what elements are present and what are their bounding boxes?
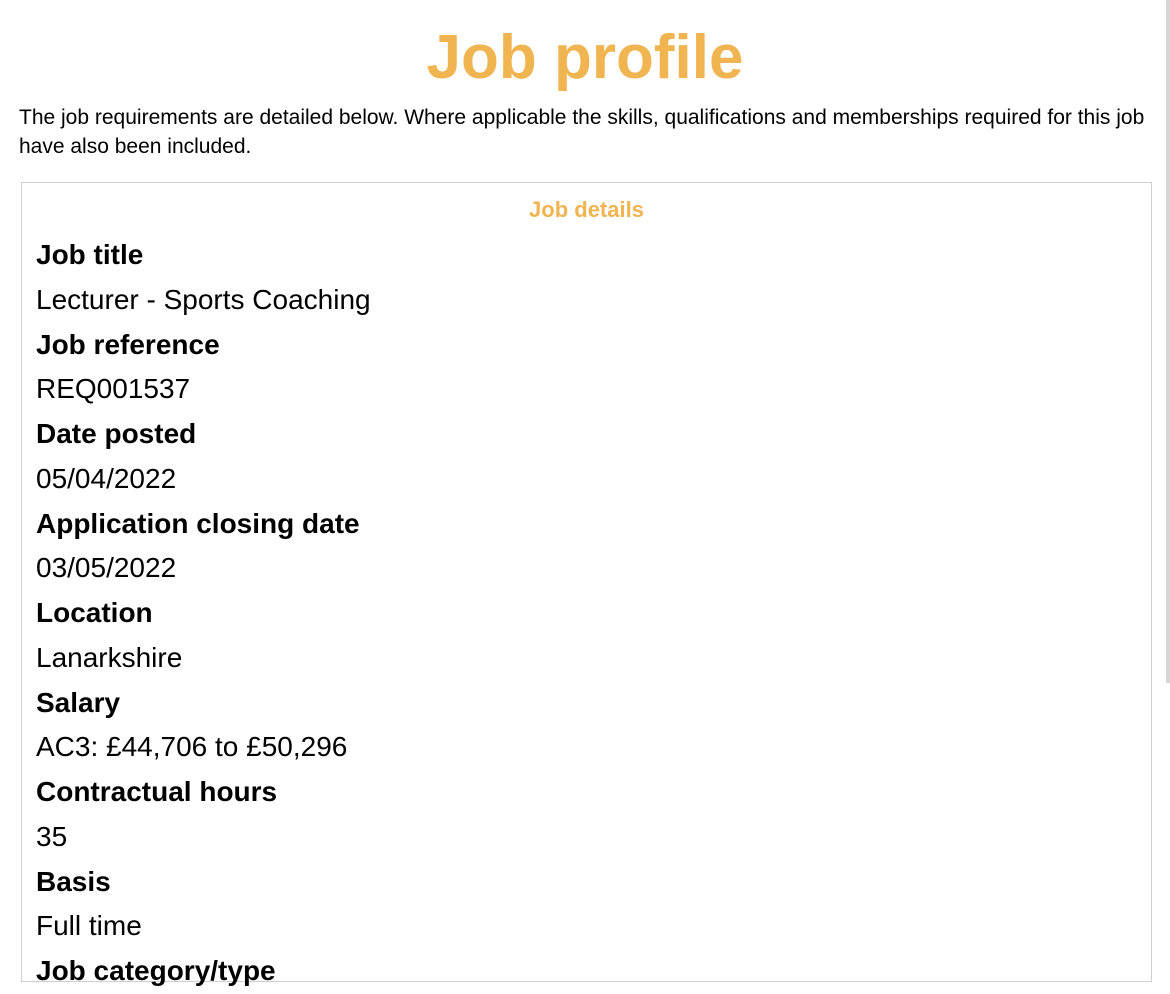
job-details-list [36,233,371,994]
date-posted-value: 05/04/2022 [36,462,177,494]
salary-label: Salary [36,686,121,718]
date-posted-label: Date posted [36,418,197,449]
job-details-heading: Job details [529,197,644,222]
location-value: Lanarkshire [36,641,183,673]
salary-value: AC3: £44,706 to £50,296 [36,731,348,763]
job-details-panel [21,182,1152,986]
job-reference-value: REQ001537 [36,373,191,405]
contractual-hours-label: Contractual hours [36,776,278,807]
basis-label: Basis [36,865,111,897]
contractual-hours-value: 35 [36,820,68,852]
job-title-label: Job title [36,239,144,270]
job-reference-label: Job reference [36,328,220,360]
scrollbar[interactable] [1166,0,1170,683]
job-category-label: Job category/type [36,955,276,986]
page-intro: The job requirements are detailed below. Where applicable the skills, qualifications and memberships required for this job have also been included. [19,106,1145,158]
closing-date-value: 03/05/2022 [36,552,177,584]
page-title: Job profile [426,23,744,92]
location-label: Location [36,597,153,628]
job-title-value: Lecturer - Sports Coaching [36,283,371,315]
basis-value: Full time [36,910,142,942]
closing-date-label: Application closing date [36,507,360,539]
